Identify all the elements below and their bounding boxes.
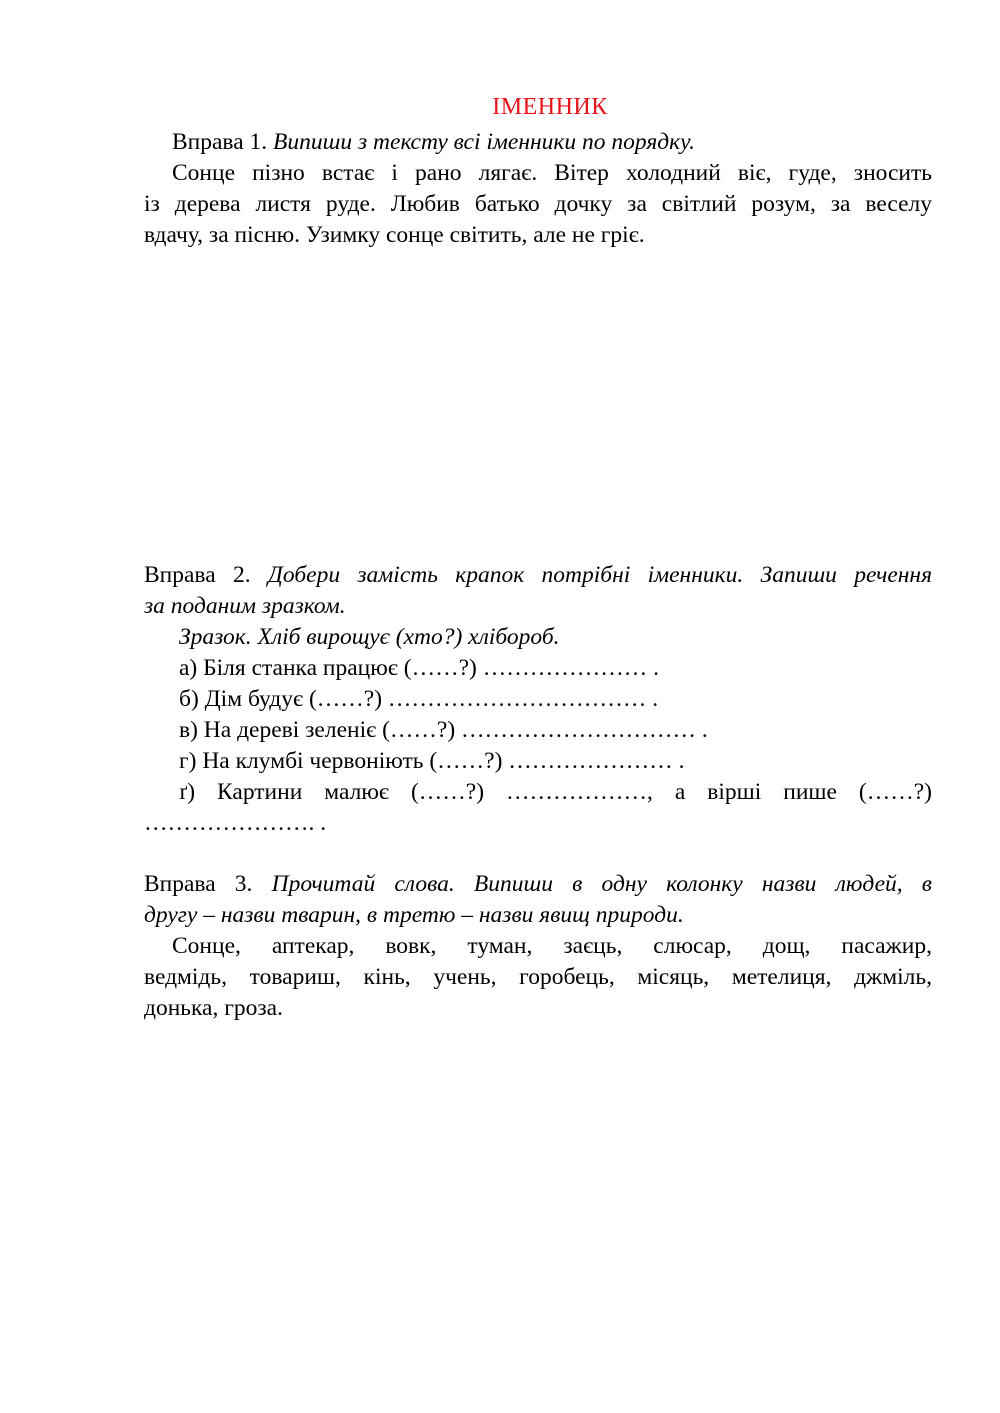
exercise-3 [144,869,932,1024]
exercise-2-item: ґ) Картини малює (……?) ………………, а вірші пише (……?) [179,779,932,805]
exercise-1-heading [144,127,932,158]
exercise-2-task-line: Добери замість крапок потрібні іменники. Запиши речення [267,562,932,588]
page-title: ІМЕННИК [492,94,608,120]
exercise-1 [144,127,932,251]
exercise-2-item: в) На дереві зеленіє (……?) ………………………… . [179,717,708,743]
exercise-3-heading [144,869,932,900]
exercise-2-sample: Зразок. Хліб вирощує (хто?) хлібороб. [179,624,560,650]
exercise-3-words-line: Сонце, аптекар, вовк, туман, заєць, слюсар, дощ, пасажир, [172,933,932,959]
exercise-2-task-continuation [144,591,932,622]
exercise-3-label: Вправа 3. [144,871,253,897]
exercise-1-task: Випиши з тексту всі іменники по порядку. [273,129,695,155]
exercise-1-text-line: Сонце пізно встає і рано лягає. Вітер холодний віє, гуде, зносить [172,160,932,186]
exercise-2-item-continuation: …………………. . [144,810,327,836]
exercise-3-task-line: Прочитай слова. Випиши в одну колонку назви людей, в [271,871,932,897]
exercise-3-words-line: донька, гроза. [144,995,283,1021]
exercise-2-item: б) Дім будує (……?) …………………………… . [179,686,659,712]
exercise-2-item: г) На клумбі червоніють (……?) ………………… . [179,748,685,774]
exercise-2 [144,560,932,839]
exercise-1-text-line: із дерева листя руде. Любив батько дочку за світлий розум, за веселу [144,191,932,217]
exercise-3-task-continuation [144,900,932,931]
exercise-2-heading [144,560,932,591]
exercise-2-label: Вправа 2. [144,562,251,588]
exercise-3-words-line: ведмідь, товариш, кінь, учень, горобець, місяць, метелиця, джміль, [144,964,932,990]
exercise-2-task-line: за поданим зразком. [144,593,346,619]
exercise-3-task-line: другу – назви тварин, в третю – назви явищ природи. [144,902,684,928]
exercise-1-label: Вправа 1. [172,129,268,155]
exercise-2-item: а) Біля станка працює (……?) ………………… . [179,655,659,681]
exercise-1-text-line: вдачу, за пісню. Узимку сонце світить, але не гріє. [144,222,645,248]
